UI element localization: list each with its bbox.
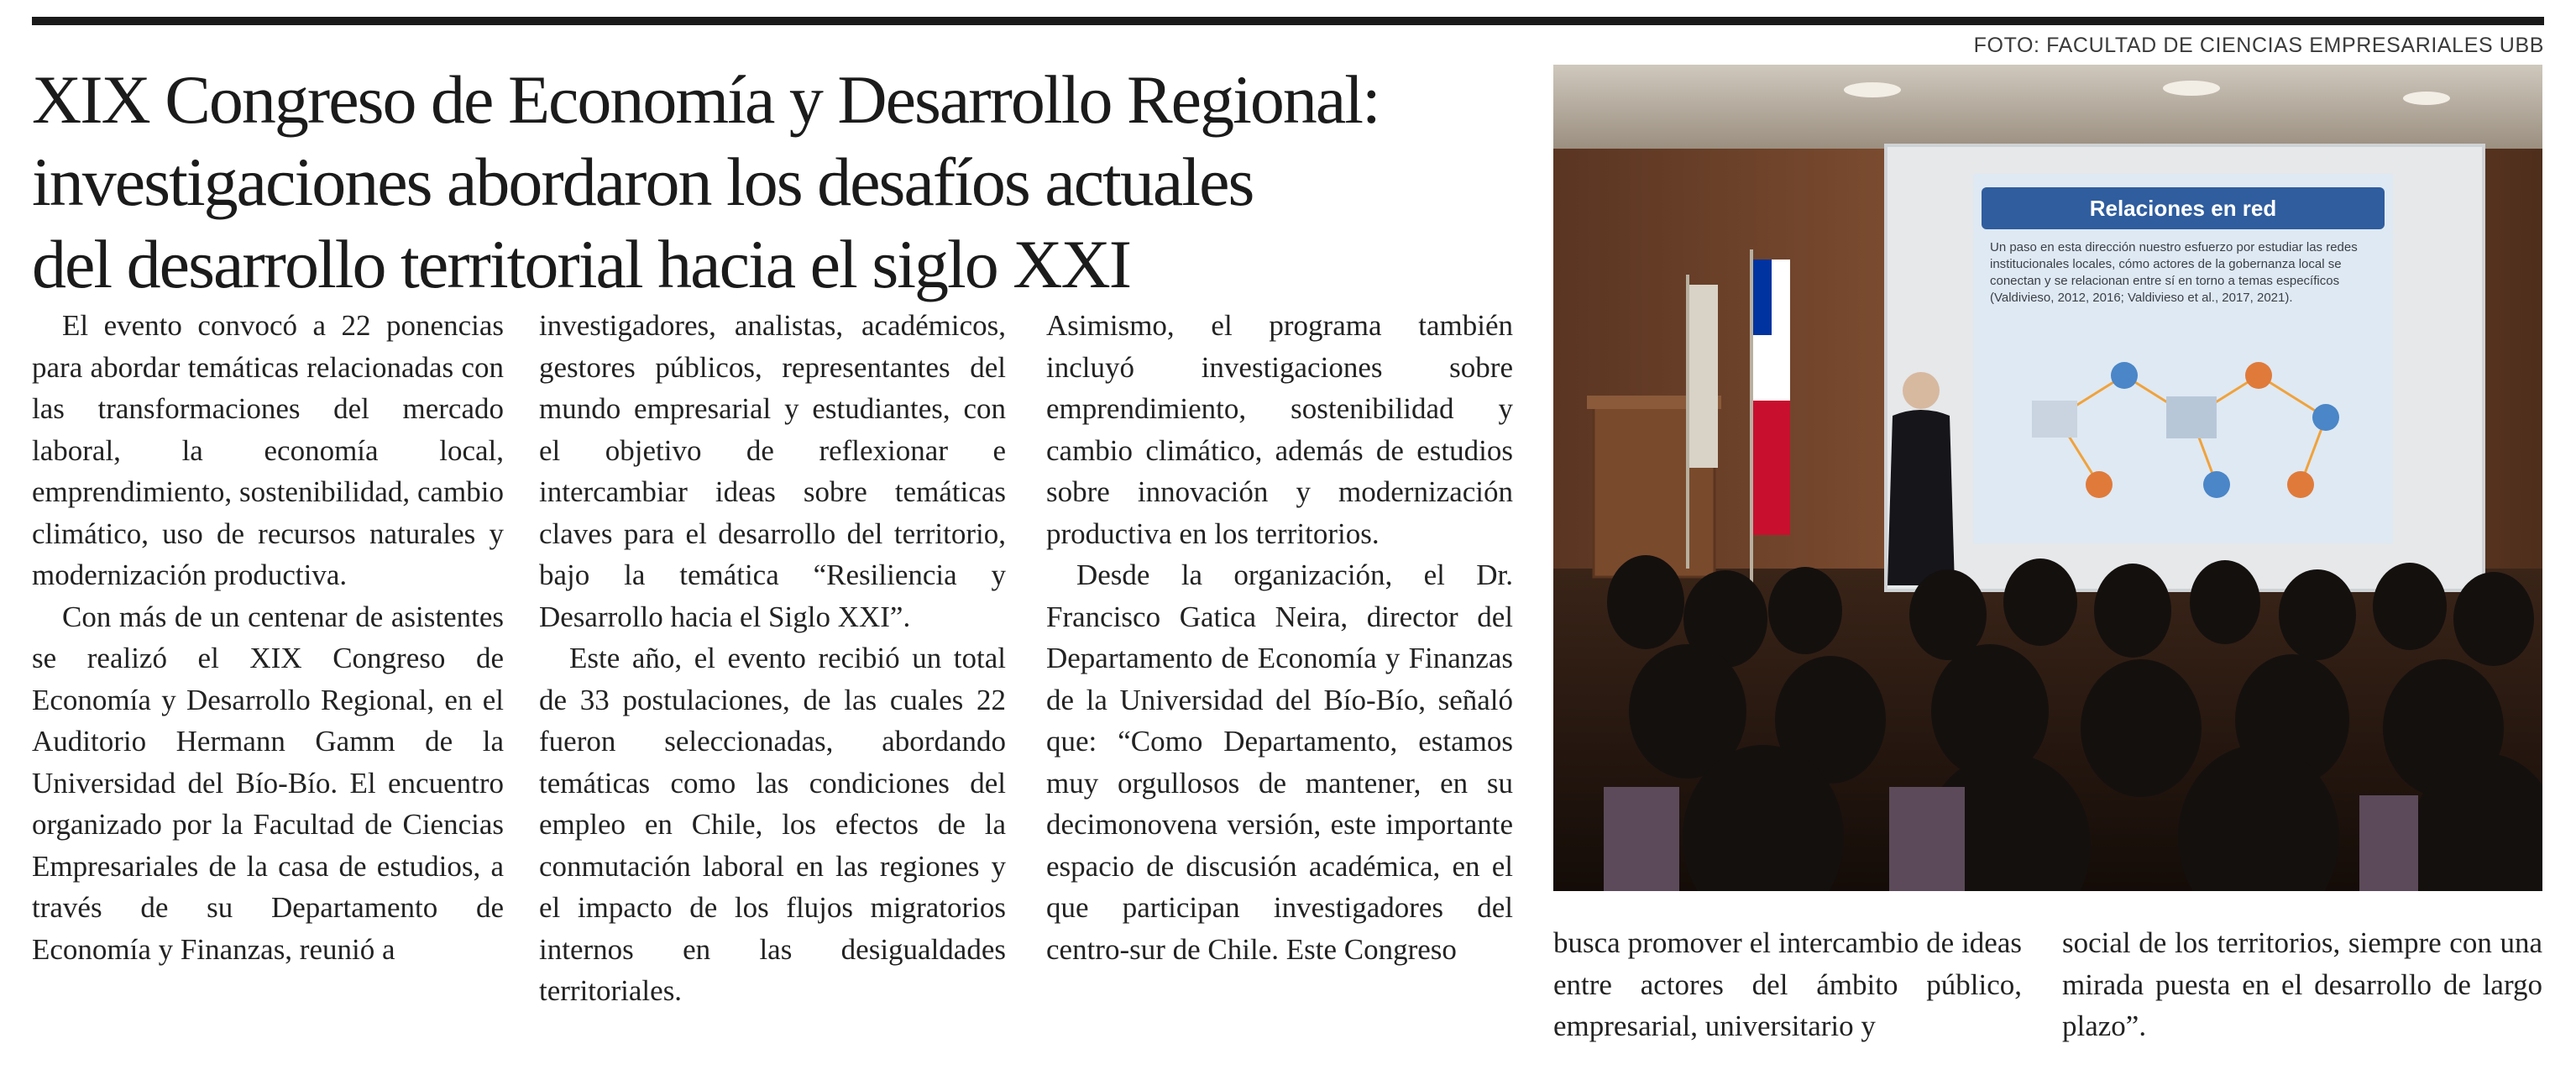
paragraph-3: Este año, el evento recibió un total de 33 postulaciones, de las cuales 22 fueron seleccionadas, abordando temáticas como las condiciones del empleo en Chile, los efectos de la conmutación laboral en las regiones y el impacto de los flujos migratorios internos en las desigualdades territoriales. xyxy=(539,642,1006,1007)
headline-line-2: investigaciones abordaron los desafíos actuales xyxy=(32,144,1254,220)
event-photo xyxy=(1553,65,2542,891)
headline-line-1: XIX Congreso de Economía y Desarrollo Regional: xyxy=(32,61,1380,138)
slide-citation: (Valdivieso, 2012, 2016; Valdivieso et al., 2017, 2021). xyxy=(1990,291,2293,305)
photo-credit: FOTO: FACULTAD DE CIENCIAS EMPRESARIALES UBB xyxy=(1973,34,2544,57)
paragraph-4: Asimismo, el programa también incluyó investigaciones sobre emprendimiento, sostenibilidad y cambio climático, además de estudios sobre innovación y modernización productiva en los territorios. xyxy=(1046,309,1513,550)
paragraph-1: El evento convocó a 22 ponencias para abordar temáticas relacionadas con las transformaciones del mercado laboral, la economía local, emprendimiento, sostenibilidad, cambio climático, uso de recursos naturales y modernización productiva. xyxy=(32,309,504,591)
paragraph-5-start: Desde la organización, el Dr. Francisco Gatica Neira, director del Departamento de Economía y Finanzas de la Universidad del Bío-Bío, señaló que: “Como Departamento, estamos muy orgullosos de mantener, en su decimonovena versión, este importante espacio de discusión académica, en el que participan investigadores del centro-sur de Chile. Este Congreso xyxy=(1046,558,1513,966)
slide-title: Relaciones en red xyxy=(2089,196,2277,221)
article-column-3 xyxy=(1046,305,1513,970)
paragraph-2-end: investigadores, analistas, académicos, gestores públicos, representantes del mundo empresarial y estudiantes, con el objetivo de reflexionar e intercambiar ideas sobre temáticas claves para el desarrollo del territorio, bajo la temática “Resiliencia y Desarrollo hacia el Siglo XXI”. xyxy=(539,309,1006,633)
article-column-2 xyxy=(539,305,1006,1012)
headline-line-3: del desarrollo territorial hacia el siglo XXI xyxy=(32,226,1131,302)
article-column-4 xyxy=(1553,922,2022,1047)
paragraph-2-start: Con más de un centenar de asistentes se realizó el XIX Congreso de Economía y Desarrollo Regional, en el Auditorio Hermann Gamm de la Universidad del Bío-Bío. El encuentro organizado por la Facultad de Ciencias Empresariales de la casa de estudios, a través de su Departamento de Economía y Finanzas, reunió a xyxy=(32,600,504,966)
article-column-5 xyxy=(2062,922,2542,1047)
slide-text: Un paso en esta dirección nuestro esfuerzo por estudiar las redes institucionales locales, cómo actores de la gobernanza local se conectan y se relacionan entre sí en torno a temas específicos xyxy=(1990,240,2358,288)
article-column-1 xyxy=(32,305,504,970)
top-rule xyxy=(32,17,2544,25)
paragraph-5-middle: busca promover el intercambio de ideas entre actores del ámbito público, empresarial, universitario y xyxy=(1553,926,2022,1042)
headline xyxy=(32,59,1543,306)
paragraph-5-end: social de los territorios, siempre con una mirada puesta en el desarrollo de largo plazo”. xyxy=(2062,926,2542,1042)
